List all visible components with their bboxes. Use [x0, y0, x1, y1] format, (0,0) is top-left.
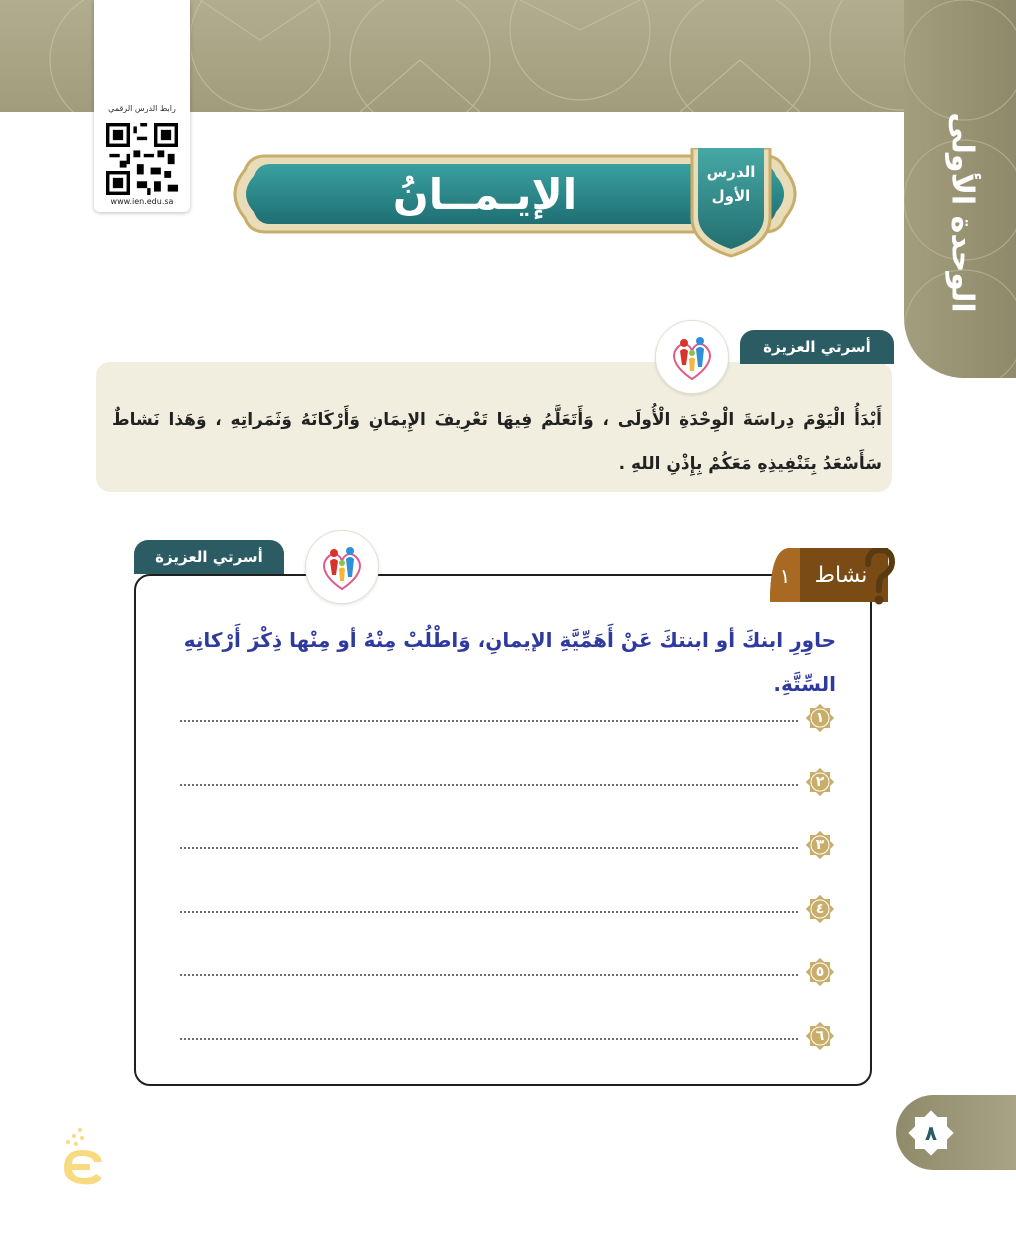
- answer-line[interactable]: [180, 847, 798, 849]
- answer-line[interactable]: [180, 1038, 798, 1040]
- answer-line[interactable]: [180, 911, 798, 913]
- family-icon-container: [305, 530, 379, 604]
- activity-family-tab: أسرتي العزيزة: [134, 540, 284, 574]
- unit-title: [912, 112, 1012, 312]
- answer-line[interactable]: [180, 784, 798, 786]
- ien-logo-icon: [60, 1122, 106, 1186]
- qr-label: رابط الدرس الرقمي: [108, 104, 176, 113]
- lesson-badge: [690, 160, 772, 208]
- lesson-title: الإيـمــانُ: [392, 170, 578, 219]
- number-badge-label: ٣: [815, 837, 825, 853]
- activity-number: ١: [779, 564, 791, 588]
- lesson-badge-line1: الدرس: [706, 163, 756, 181]
- number-badge-label: ٥: [815, 964, 825, 980]
- intro-family-tab: أسرتي العزيزة: [740, 330, 894, 364]
- page-number: ٨: [924, 1121, 938, 1145]
- lesson-badge-line2: الأول: [711, 187, 751, 205]
- number-badge-label: ١: [815, 710, 825, 726]
- family-icon: [306, 531, 378, 603]
- activity-label: نشاط: [814, 563, 868, 588]
- qr-card[interactable]: [94, 0, 190, 212]
- number-badge-label: ٤: [815, 900, 825, 917]
- qr-url: www.ien.edu.sa: [110, 197, 174, 206]
- number-badge-label: ٢: [815, 773, 825, 790]
- answer-line[interactable]: [180, 974, 798, 976]
- qr-code-icon[interactable]: [106, 123, 178, 195]
- question-mark-icon: [862, 548, 896, 608]
- activity-instruction: حاوِرِ ابنكَ أو ابنتكَ عَنْ أَهَمِّيَّةِ الإيمانِ، وَاطْلُبْ مِنْهُ أو مِنْها ذِكْرَ أَرْكانِهِ السِّتَّةِ.: [183, 628, 836, 696]
- number-badge-label: ٦: [815, 1027, 825, 1044]
- answer-line[interactable]: [180, 720, 798, 722]
- unit-title-text: الوحدة الأولى: [944, 111, 980, 313]
- intro-text: أَبْدَأُ الْيَوْمَ دِراسَةَ الْوِحْدَةِ الْأُولَى ، وَأَتَعَلَّمُ فِيهَا تَعْرِيفَ الإِيمَانِ وَأَرْكَانَهُ وَثَمَراتِهِ ، وَهَذا نَشاطٌ سَأَسْعَدُ بِتَنْفِيذِهِ مَعَكُمْ بِإِذْنِ اللهِ .: [112, 410, 882, 474]
- family-icon: [656, 321, 728, 393]
- family-icon-container: [655, 320, 729, 394]
